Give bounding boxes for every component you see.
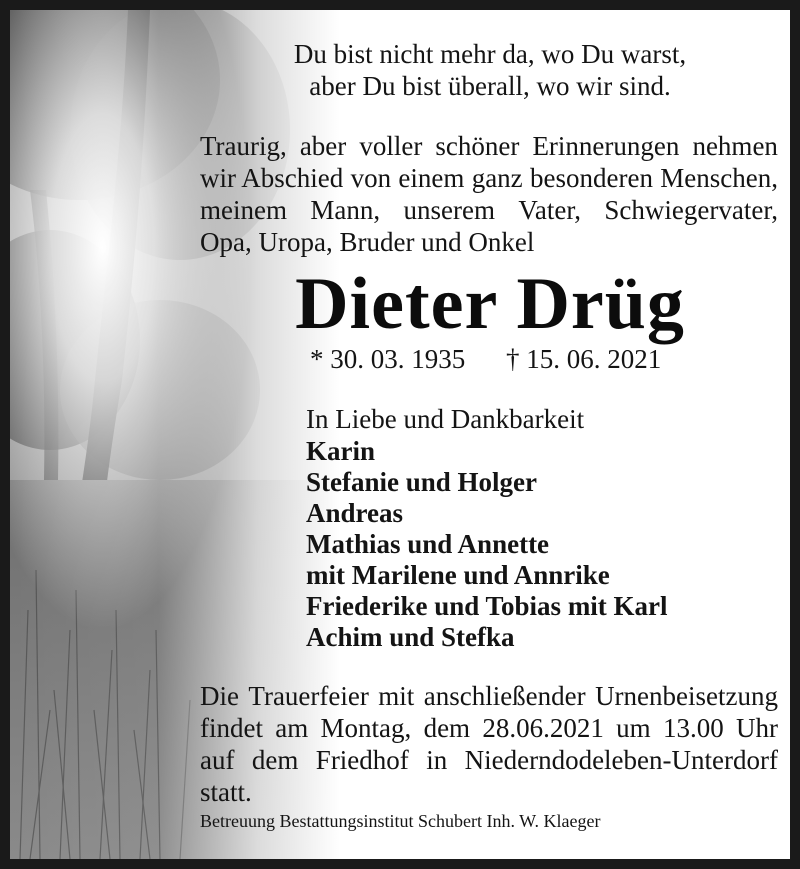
ceremony-line-1 bbox=[200, 680, 778, 712]
intro-line-2 bbox=[200, 162, 778, 194]
ceremony-word: 28.06.2021 bbox=[482, 713, 604, 743]
ceremony-line-4: statt. bbox=[200, 777, 252, 807]
ceremony-word: dem bbox=[423, 713, 471, 743]
intro-line-1 bbox=[200, 130, 778, 162]
deceased-name: Dieter Drüg bbox=[295, 263, 685, 345]
ceremony-word: anschließender bbox=[423, 681, 586, 711]
intro-word: nehmen bbox=[692, 131, 778, 161]
intro-line-4: Opa, Uropa, Bruder und Onkel bbox=[200, 227, 535, 257]
undertaker-credit: Betreuung Bestattungsinstitut Schubert Inh. W. Klaeger bbox=[200, 811, 601, 831]
mourner-name: Karin bbox=[306, 436, 376, 466]
ceremony-word: auf bbox=[200, 745, 235, 775]
mourner-name: Friederike und Tobias mit Karl bbox=[306, 591, 668, 621]
intro-word: wir Abschied bbox=[200, 163, 344, 193]
intro-line-3 bbox=[200, 194, 778, 226]
mourner-name: Achim und Stefka bbox=[306, 622, 515, 652]
ceremony-word: Trauerfeier bbox=[248, 681, 369, 711]
ceremony-word: Urnenbeisetzung bbox=[595, 681, 778, 711]
intro-word: von bbox=[350, 163, 392, 193]
ceremony-word: am bbox=[275, 713, 309, 743]
intro-word: Menschen, bbox=[660, 163, 778, 193]
mourner-name: Mathias und Annette bbox=[306, 529, 550, 559]
ceremony-line-3 bbox=[200, 744, 778, 776]
quote-line-2: aber Du bist überall, wo wir sind. bbox=[309, 71, 671, 101]
ceremony-word: Uhr bbox=[735, 713, 778, 743]
mourner-name: Stefanie und Holger bbox=[306, 467, 538, 497]
mourner-name: mit Marilene und Annrike bbox=[306, 560, 610, 590]
intro-word: einem bbox=[398, 163, 465, 193]
ceremony-word: findet bbox=[200, 713, 263, 743]
death-date: † 15. 06. 2021 bbox=[506, 344, 662, 374]
ceremony-word: Friedhof bbox=[315, 745, 409, 775]
ceremony-word: mit bbox=[378, 681, 415, 711]
intro-word: ganz bbox=[471, 163, 523, 193]
ceremony-word: in bbox=[426, 745, 448, 775]
intro-word: aber bbox=[299, 131, 347, 161]
intro-word: besonderen bbox=[530, 163, 653, 193]
intro-word: Vater, bbox=[518, 195, 582, 225]
mourner-name: Andreas bbox=[306, 498, 404, 528]
intro-word: voller bbox=[359, 131, 423, 161]
ceremony-word: dem bbox=[251, 745, 299, 775]
intro-word: Traurig, bbox=[200, 131, 287, 161]
intro-word: Schwiegervater, bbox=[604, 195, 778, 225]
ceremony-word: 13.00 bbox=[662, 713, 724, 743]
mourners-intro: In Liebe und Dankbarkeit bbox=[306, 404, 585, 434]
ceremony-word: um bbox=[616, 713, 651, 743]
notice-text bbox=[10, 10, 790, 859]
intro-word: Mann, bbox=[310, 195, 381, 225]
ceremony-word: Montag, bbox=[320, 713, 412, 743]
ceremony-line-2 bbox=[200, 712, 778, 744]
intro-word: meinem bbox=[200, 195, 287, 225]
quote-line-1: Du bist nicht mehr da, wo Du warst, bbox=[293, 39, 687, 69]
ceremony-word: Die bbox=[200, 681, 239, 711]
intro-word: Erinnerungen bbox=[532, 131, 680, 161]
ceremony-word: Niederndodeleben-Unterdorf bbox=[464, 745, 778, 775]
birth-date: * 30. 03. 1935 bbox=[310, 344, 466, 374]
intro-word: unserem bbox=[403, 195, 495, 225]
intro-word: schöner bbox=[435, 131, 520, 161]
